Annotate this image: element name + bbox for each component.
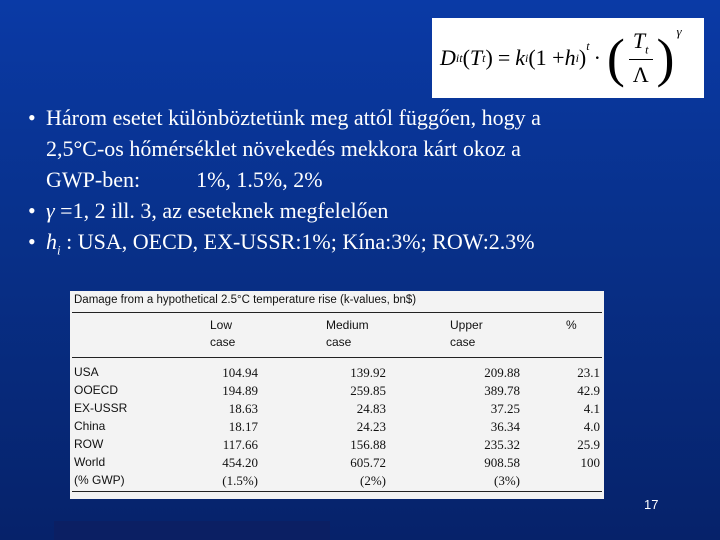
bullet-gamma-text: =1, 2 ill. 3, az eseteknek megfelelően (54, 198, 389, 223)
footer-bar (54, 521, 330, 540)
formula-k: k (515, 45, 525, 70)
bullet-marker: • (28, 229, 36, 254)
page-number: 17 (644, 497, 659, 512)
formula-h-sub: i (575, 50, 579, 65)
header-upper: Upper case (450, 318, 483, 349)
table-rule-header (72, 357, 602, 358)
header-medium: Medium case (326, 318, 369, 349)
bullet-cases-gwp-values: 1%, 1.5%, 2% (196, 167, 323, 192)
table-caption: Damage from a hypothetical 2.5°C temperature rise (k-values, bn$) (74, 294, 417, 306)
formula-dot: · (593, 45, 601, 70)
formula-t: T (469, 45, 483, 70)
table-rule-bottom (72, 491, 602, 492)
formula-frac-num-sub: t (645, 42, 649, 57)
bullet-cases-line1: Három esetet különböztetünk meg attól függően, hogy a (46, 105, 541, 130)
bullet-hi (28, 226, 708, 265)
table-row: World 454.20 605.72 908.58 100 (74, 455, 600, 470)
formula-gamma: γ (676, 24, 682, 39)
formula-frac-den: Λ (632, 62, 649, 88)
formula-eq: = (497, 45, 511, 70)
bullet-marker: • (28, 198, 36, 223)
formula-d: D (440, 45, 456, 70)
formula-h: h (564, 45, 576, 70)
bullet-cases-line2: 2,5°C-os hőmérséklet növekedés mekkora kárt okoz a (46, 136, 521, 161)
table-row: China 18.17 24.23 36.34 4.0 (74, 419, 600, 434)
bullet-gamma (28, 195, 708, 226)
bullet-list (28, 102, 708, 265)
header-pct: % (566, 318, 577, 332)
formula-frac-num: T (632, 27, 646, 53)
formula-d-sub: it (455, 50, 463, 65)
bullet-hi-text: : USA, OECD, EX-USSR:1%; Kína:3%; ROW:2.3% (60, 229, 535, 254)
damage-table (70, 291, 604, 499)
table-row: USA 104.94 139.92 209.88 23.1 (74, 365, 600, 380)
table-row: EX-USSR 18.63 24.83 37.25 4.1 (74, 401, 600, 416)
bullet-cases-gwp-label: GWP-ben: (46, 167, 141, 192)
formula-t-sup: t (586, 38, 590, 53)
formula-one-plus: (1 + (528, 45, 565, 70)
table-row: ROW 117.66 156.88 235.32 25.9 (74, 437, 600, 452)
table-row: OOECD 194.89 259.85 389.78 42.9 (74, 383, 600, 398)
formula-fraction (629, 28, 653, 88)
formula-t-sub: t (482, 50, 486, 65)
bullet-marker: • (28, 105, 36, 130)
damage-formula: D it ( T t ) = k i (1 + h i ) t · ( $\frac{T_t}{\Lambda}$ ) γ (432, 18, 704, 98)
formula-close: ) (578, 45, 587, 70)
bullet-gamma-symbol: γ (46, 198, 55, 223)
bullet-cases (28, 102, 708, 195)
bullet-hi-sub: i (57, 242, 61, 258)
table-row: (% GWP) (1.5%) (2%) (3%) (74, 473, 520, 488)
table-rule-top (72, 312, 602, 313)
bullet-hi-symbol: h (46, 229, 57, 254)
header-low: Low case (210, 318, 236, 349)
formula-k-sub: i (525, 50, 529, 65)
